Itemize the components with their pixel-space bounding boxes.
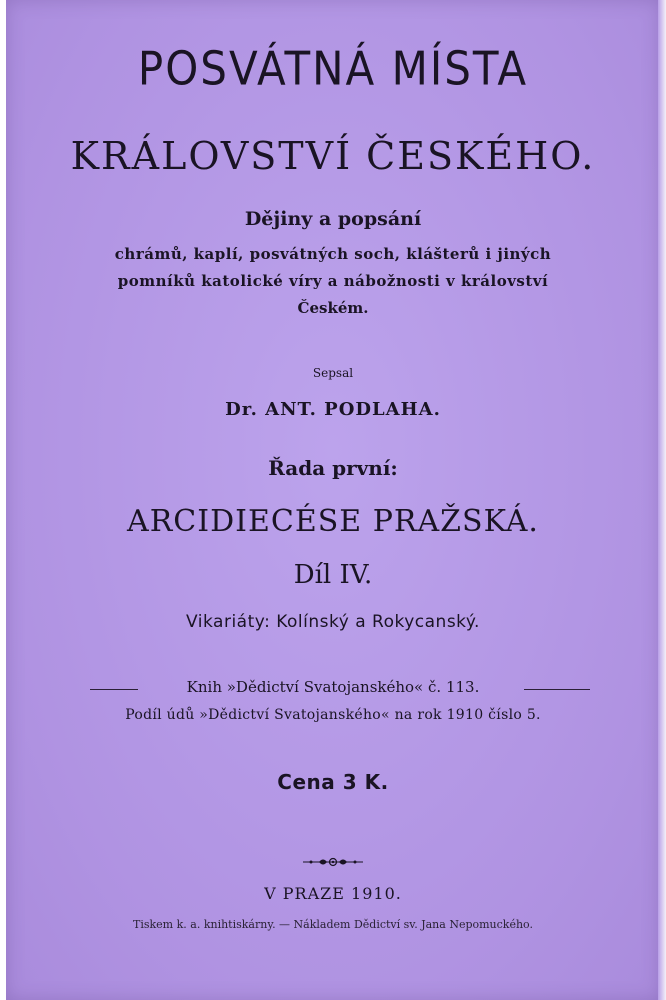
- subtitle-line-2: chrámů, kaplí, posvátných soch, klášterů i jiných: [114, 245, 552, 263]
- price-label: Cena 3 K.: [277, 770, 389, 794]
- ornament-divider-icon: [233, 852, 433, 872]
- subtitle-line-3: pomníků katolické víry a nábožnosti v království: [117, 272, 549, 290]
- rule-right: [524, 689, 590, 690]
- volume-label: Díl IV.: [293, 560, 373, 590]
- subtitle-line-4: Českém.: [297, 299, 369, 317]
- imprint-line: Tiskem k. a. knihtiskárny. — Nákladem Dědictví sv. Jana Nepomuckého.: [133, 918, 533, 931]
- subtitle-line-1: Dějiny a popsání: [244, 208, 422, 230]
- series-label: Řada první:: [268, 456, 398, 480]
- place-year: V PRAZE 1910.: [264, 884, 402, 903]
- book-number-line: Knih »Dědictví Svatojanského« č. 113.: [186, 678, 480, 696]
- title-line-1: POSVÁTNÁ MÍSTA: [137, 41, 529, 96]
- author-name: Dr. ANT. PODLAHA.: [225, 399, 441, 420]
- vicariates-line: Vikariáty: Kolínský a Rokycanský.: [186, 612, 480, 632]
- byline-label: Sepsal: [312, 366, 354, 380]
- title-line-2: KRÁLOVSTVÍ ČESKÉHO.: [70, 134, 596, 178]
- diocese-title: ARCIDIECÉSE PRAŽSKÁ.: [127, 504, 539, 539]
- member-share-line: Podíl údů »Dědictví Svatojanského« na rok 1910 číslo 5.: [125, 707, 541, 723]
